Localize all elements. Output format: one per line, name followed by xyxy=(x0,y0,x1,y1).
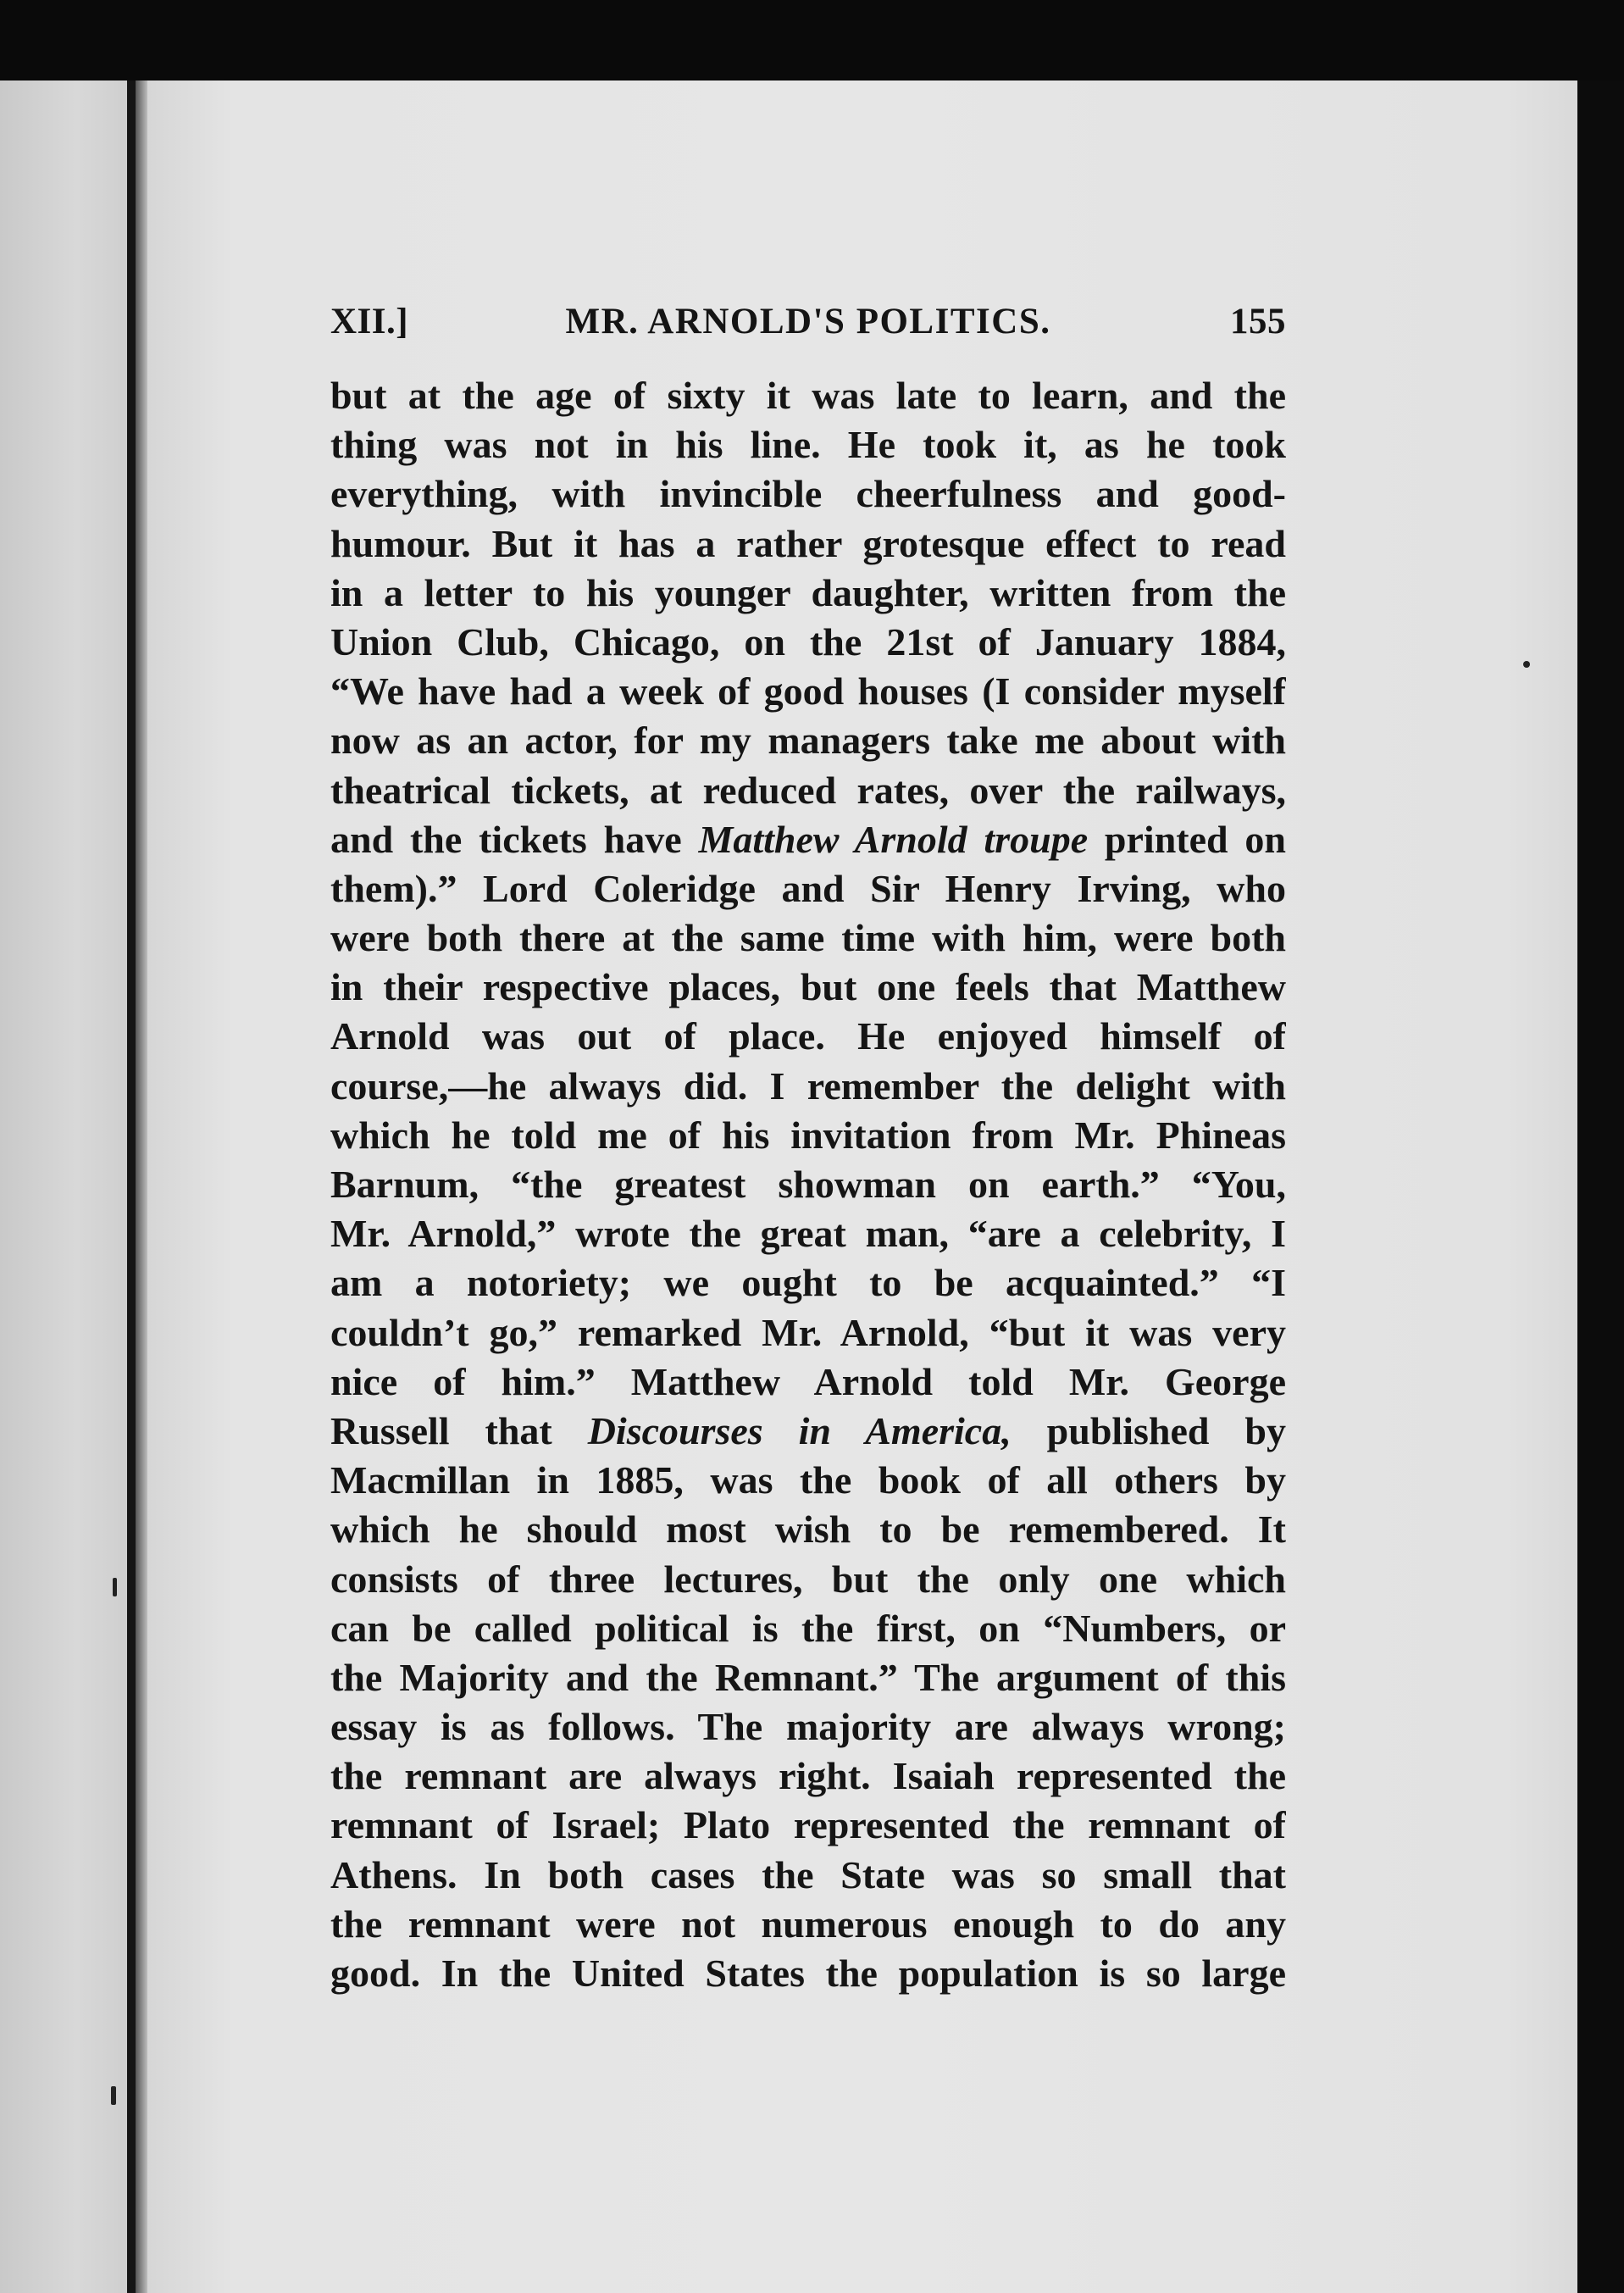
italic-title: Discourses in America, xyxy=(587,1408,1012,1452)
text-line: now as an actor, for my managers take me about with xyxy=(330,719,1286,763)
body-text xyxy=(330,371,1286,1998)
running-title: MR. ARNOLD'S POLITICS. xyxy=(565,302,1051,341)
text-line: “We have had a week of good houses (I consider myself xyxy=(330,669,1286,713)
text-line: consists of three lectures, but the only one which xyxy=(330,1557,1286,1601)
text-line: humour. But it has a rather grotesque effect to read xyxy=(330,521,1286,565)
text-run: and the tickets have xyxy=(330,817,699,861)
scan-speck xyxy=(113,1578,117,1596)
text-line: which he told me of his invitation from Mr. Phineas xyxy=(330,1113,1286,1157)
text-line: Macmillan in 1885, was the book of all others by xyxy=(330,1458,1286,1502)
text-line: remnant of Israel; Plato represented the remnant of xyxy=(330,1803,1286,1847)
text-line: in a letter to his younger daughter, written from the xyxy=(330,570,1286,614)
scan-speck xyxy=(1523,661,1530,668)
text-line: can be called political is the first, on “Numbers, or xyxy=(330,1606,1286,1650)
chapter-number: XII.] xyxy=(330,302,409,341)
text-line xyxy=(330,815,1286,864)
text-line: them).” Lord Coleridge and Sir Henry Irving, who xyxy=(330,866,1286,910)
text-run: printed on xyxy=(1088,817,1286,861)
italic-title: Matthew Arnold troupe xyxy=(698,817,1089,861)
scan-speck xyxy=(111,2086,116,2105)
text-line: the remnant were not numerous enough to do any xyxy=(330,1902,1286,1946)
text-line: Arnold was out of place. He enjoyed himself of xyxy=(330,1014,1286,1058)
book-spine xyxy=(127,81,136,2293)
text-line: essay is as follows. The majority are always wrong; xyxy=(330,1705,1286,1749)
text-line: which he should most wish to be remembered. It xyxy=(330,1507,1286,1552)
text-line: the remnant are always right. Isaiah represented the xyxy=(330,1754,1286,1798)
text-line: the Majority and the Remnant.” The argument of this xyxy=(330,1655,1286,1699)
text-line: thing was not in his line. He took it, as he took xyxy=(330,423,1286,467)
text-line: were both there at the same time with him, were both xyxy=(330,916,1286,960)
text-run: Russell that xyxy=(330,1408,588,1452)
text-line xyxy=(330,1407,1286,1456)
text-line: but at the age of sixty it was late to learn, and the xyxy=(330,374,1286,417)
running-head xyxy=(330,301,1286,352)
text-line: good. In the United States the population is so large xyxy=(330,1952,1286,1995)
text-line: Union Club, Chicago, on the 21st of January 1884, xyxy=(330,619,1286,663)
text-line: theatrical tickets, at reduced rates, over the railways, xyxy=(330,768,1286,812)
text-line: everything, with invincible cheerfulness and good- xyxy=(330,472,1286,516)
text-line: couldn’t go,” remarked Mr. Arnold, “but it was very xyxy=(330,1310,1286,1354)
text-line: Athens. In both cases the State was so small that xyxy=(330,1852,1286,1896)
text-line: nice of him.” Matthew Arnold told Mr. George xyxy=(330,1359,1286,1403)
page-number: 155 xyxy=(1230,302,1286,341)
spine-shadow xyxy=(136,81,147,2293)
text-line: am a notoriety; we ought to be acquainted.” “I xyxy=(330,1261,1286,1305)
scan-border-right xyxy=(1577,81,1624,2293)
text-run: published by xyxy=(1011,1408,1286,1452)
text-line: course,—he always did. I remember the delight with xyxy=(330,1063,1286,1108)
facing-page-edge xyxy=(0,81,127,2293)
text-line: Mr. Arnold,” wrote the great man, “are a celebrity, I xyxy=(330,1212,1286,1256)
text-line: Barnum, “the greatest showman on earth.” “You, xyxy=(330,1163,1286,1206)
text-line: in their respective places, but one feels that Matthew xyxy=(330,965,1286,1009)
scan-border-top xyxy=(0,0,1624,81)
